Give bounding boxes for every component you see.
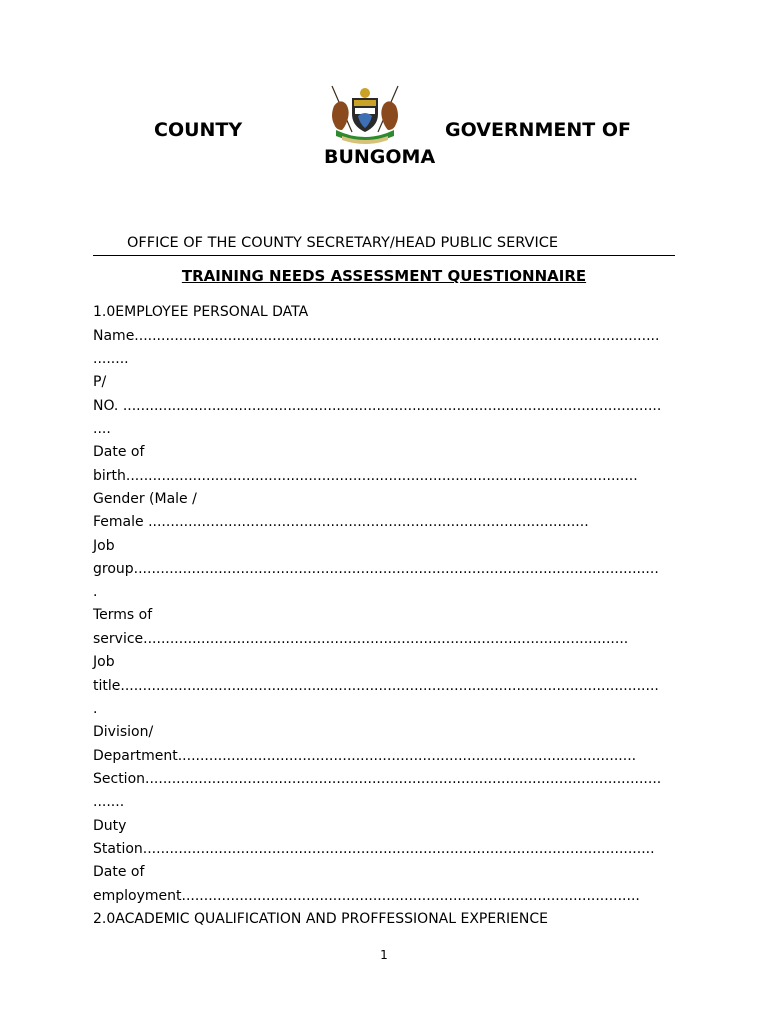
field-duty-label: Duty xyxy=(93,818,127,834)
field-department: Department....................................................................................................... xyxy=(93,748,637,764)
field-job-title-cont: . xyxy=(93,701,98,717)
field-gender: Female ................................................................................................... xyxy=(93,514,589,530)
field-duty-station: Station................................................................................................................... xyxy=(93,841,655,857)
office-heading: OFFICE OF THE COUNTY SECRETARY/HEAD PUBLIC SERVICE xyxy=(127,235,559,251)
field-gender-label: Gender (Male / xyxy=(93,491,197,507)
header-county: COUNTY xyxy=(154,119,243,141)
field-pno: NO. ......................................................................................................................... xyxy=(93,398,662,414)
header-government-of: GOVERNMENT OF xyxy=(445,119,631,141)
field-section: Section.................................................................................................................... xyxy=(93,771,662,787)
field-job-group-label: Job xyxy=(93,538,115,554)
field-job-group: group...................................................................................................................... xyxy=(93,561,659,577)
coat-of-arms-icon xyxy=(322,84,408,146)
header-bungoma: BUNGOMA xyxy=(324,146,436,168)
field-terms: service............................................................................................................. xyxy=(93,631,629,647)
field-pno-label: P/ xyxy=(93,374,107,390)
field-name-cont: ........ xyxy=(93,351,129,367)
field-name: Name...................................................................................................................... xyxy=(93,328,660,344)
field-terms-label: Terms of xyxy=(93,607,153,623)
field-job-title-label: Job xyxy=(93,654,115,670)
section-heading-academic: 2.0ACADEMIC QUALIFICATION AND PROFFESSIONAL EXPERIENCE xyxy=(93,911,549,927)
form-title: TRAINING NEEDS ASSESSMENT QUESTIONNAIRE xyxy=(181,267,587,285)
field-dob-label: Date of xyxy=(93,444,145,460)
field-pno-cont: .... xyxy=(93,421,111,437)
field-division-label: Division/ xyxy=(93,724,154,740)
field-job-group-cont: . xyxy=(93,584,98,600)
divider xyxy=(93,255,675,256)
field-section-cont: ....... xyxy=(93,794,125,810)
page-number: 1 xyxy=(380,948,388,962)
field-employment-label: Date of xyxy=(93,864,145,880)
field-job-title: title......................................................................................................................... xyxy=(93,678,659,694)
field-employment: employment....................................................................................................... xyxy=(93,888,640,904)
field-dob: birth................................................................................................................... xyxy=(93,468,638,484)
section-heading-personal-data: 1.0EMPLOYEE PERSONAL DATA xyxy=(93,304,309,320)
